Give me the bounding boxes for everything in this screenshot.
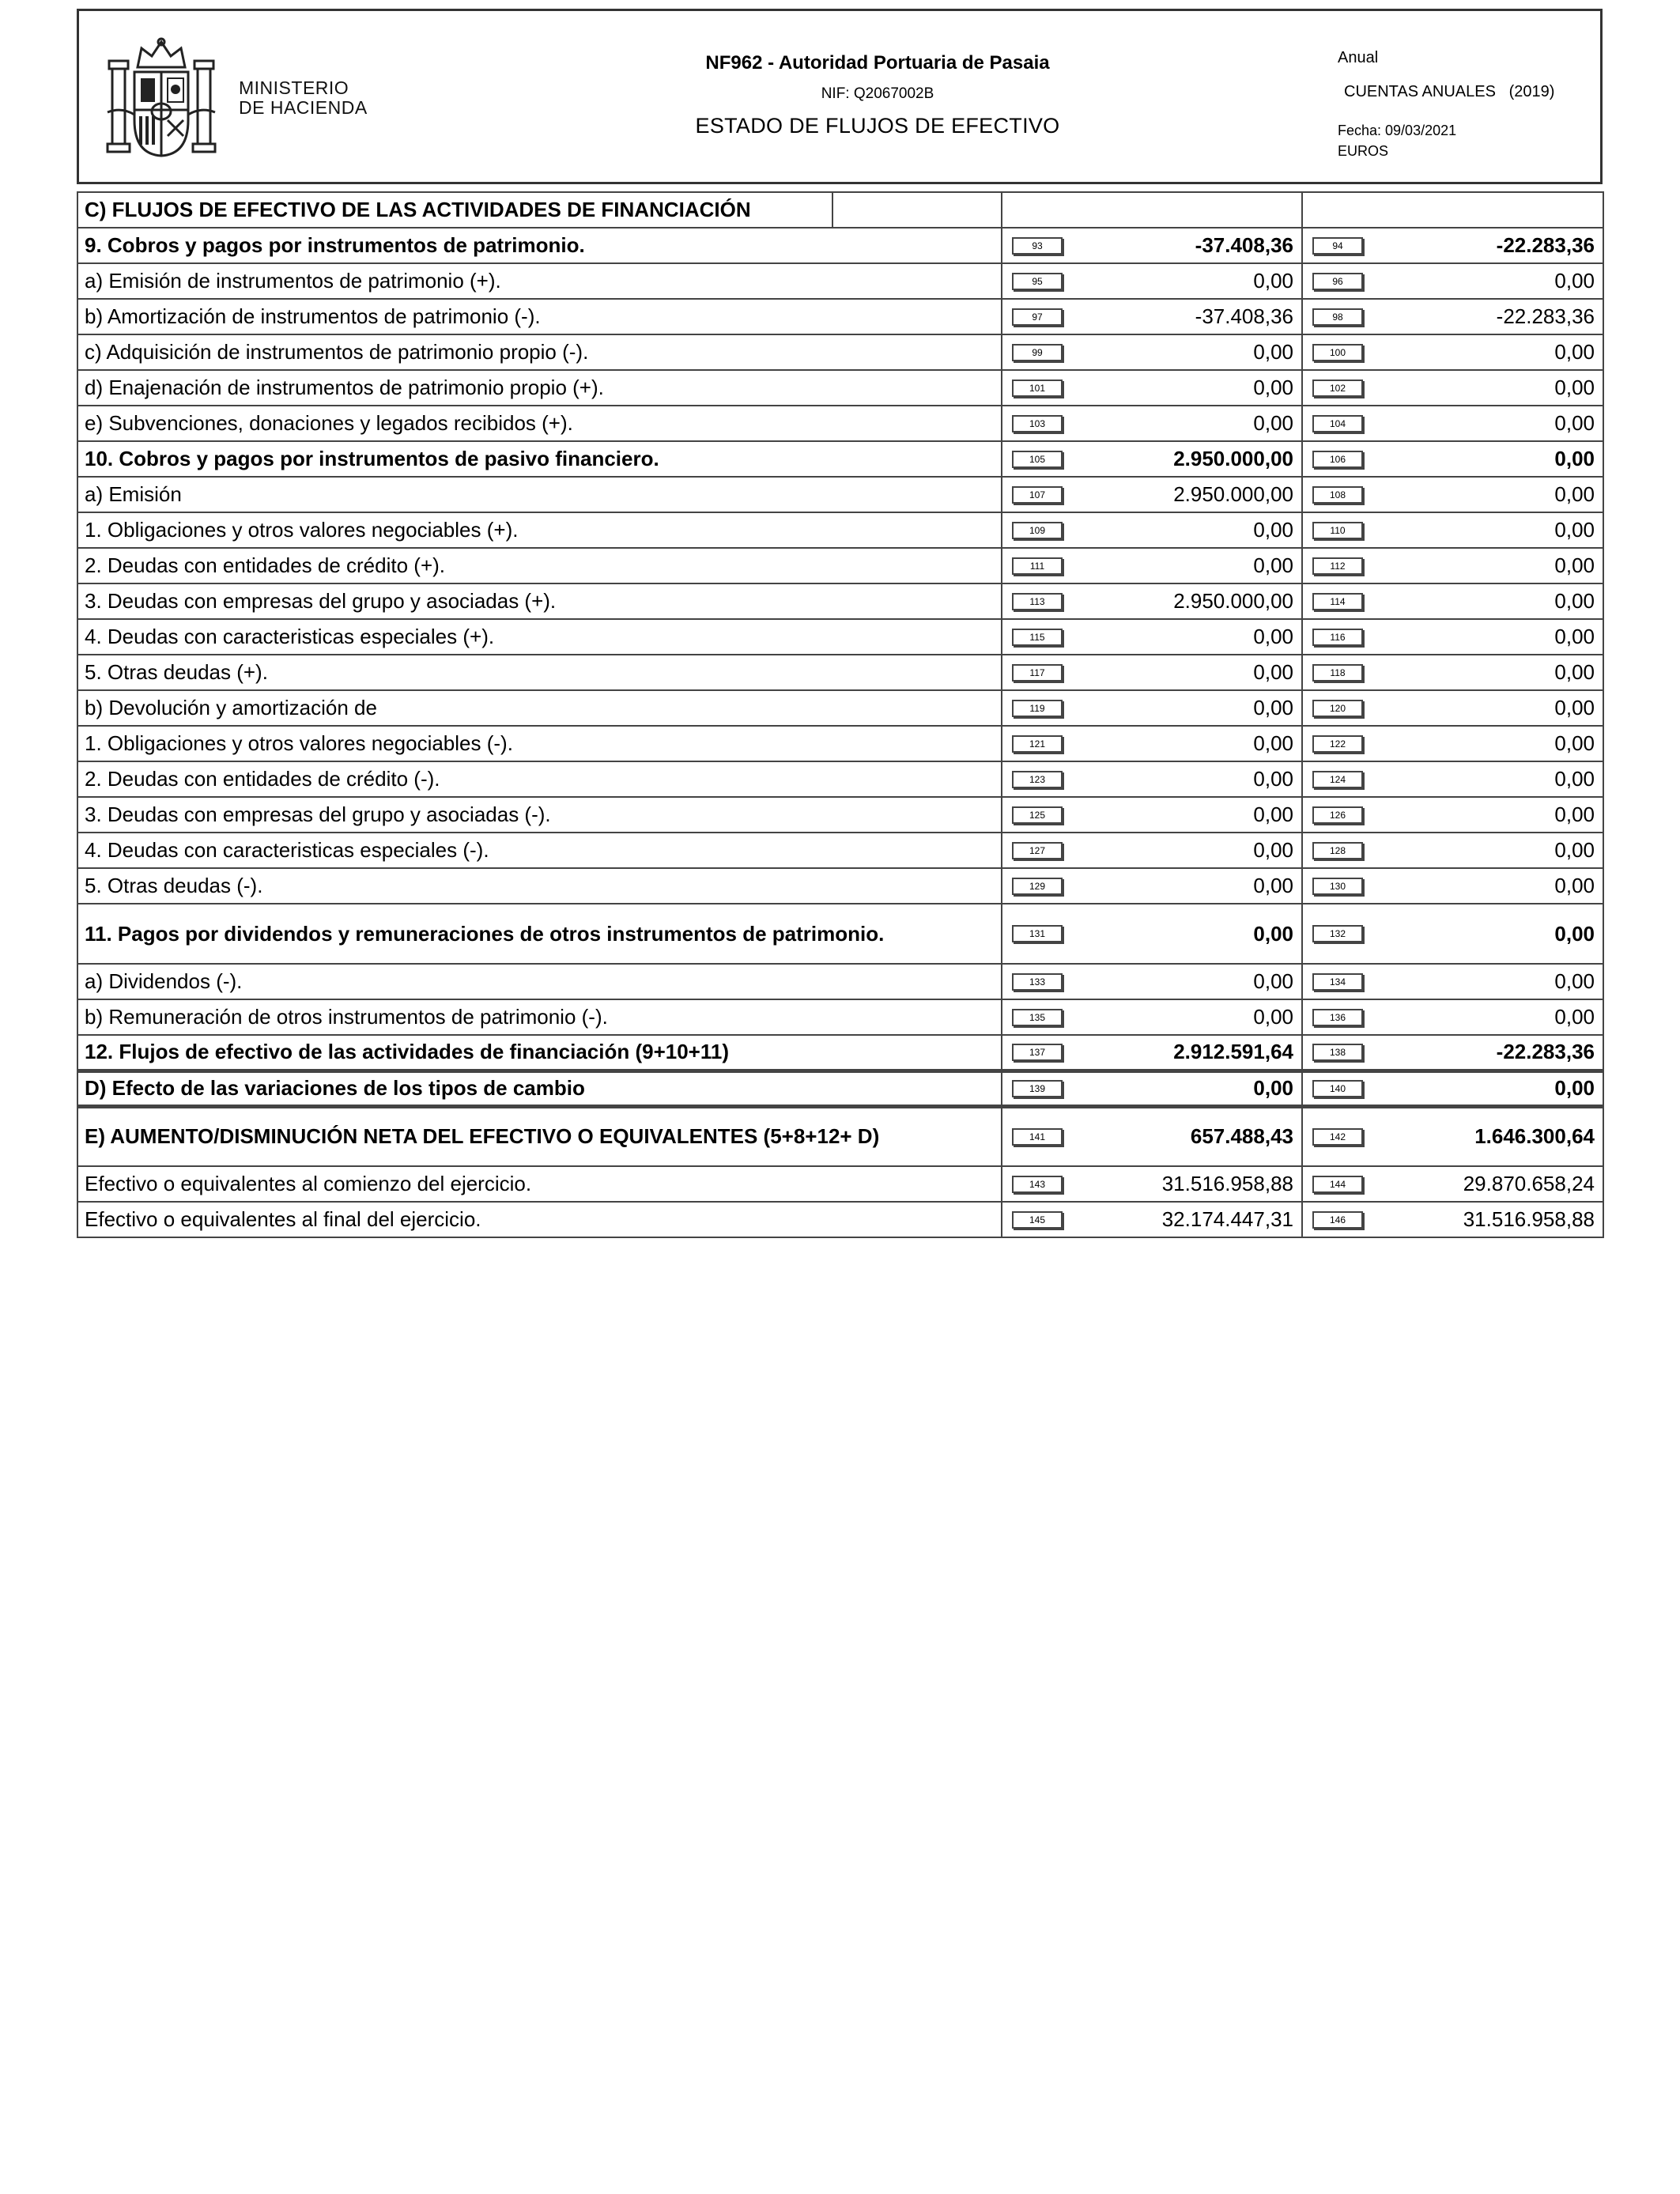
amount: 31.516.958,88 (1161, 1172, 1293, 1195)
row-label: b) Devolución y amortización de (77, 690, 1002, 726)
amount: 0,00 (1554, 553, 1595, 577)
entity-nif: NIF: Q2067002B (821, 85, 934, 102)
table-row (77, 999, 1603, 1035)
row-label: a) Emisión de instrumentos de patrimonio (+). (77, 263, 1002, 299)
box-code: 101 (1012, 380, 1063, 397)
table-row (77, 868, 1603, 904)
amount: 0,00 (1554, 874, 1595, 897)
value-previous-year (1302, 690, 1603, 726)
value-current-year (1002, 833, 1302, 868)
box-code: 95 (1012, 273, 1063, 290)
box-code: 111 (1012, 557, 1063, 575)
amount: 0,00 (1253, 553, 1293, 577)
amount: 0,00 (1554, 518, 1595, 542)
table-row (77, 406, 1603, 441)
value-previous-year (1302, 1202, 1603, 1237)
value-previous-year (1302, 761, 1603, 797)
table-row (77, 477, 1603, 512)
value-current-year (1002, 797, 1302, 833)
amount: 0,00 (1253, 660, 1293, 684)
amount: 657.488,43 (1190, 1124, 1293, 1149)
box-code: 103 (1012, 415, 1063, 432)
box-code: 104 (1312, 415, 1363, 432)
value-previous-year (1302, 726, 1603, 761)
table-row (77, 1035, 1603, 1071)
amount: 0,00 (1554, 1076, 1595, 1100)
section-header-row (77, 192, 1603, 228)
value-previous-year (1302, 477, 1603, 512)
table-row (77, 761, 1603, 797)
accounts-label: CUENTAS ANUALES (2019) (1344, 83, 1555, 100)
box-code: 107 (1012, 486, 1063, 504)
amount: 0,00 (1253, 376, 1293, 399)
value-previous-year (1302, 406, 1603, 441)
box-code: 94 (1312, 237, 1363, 255)
box-code: 132 (1312, 925, 1363, 942)
amount: 0,00 (1253, 1005, 1293, 1029)
amount: 2.950.000,00 (1173, 589, 1293, 613)
header-meta (1338, 49, 1554, 161)
box-code: 98 (1312, 308, 1363, 326)
value-current-year (1002, 1035, 1302, 1071)
row-label: 1. Obligaciones y otros valores negociables (-). (77, 726, 1002, 761)
row-label: 5. Otras deudas (+). (77, 655, 1002, 690)
table-row (77, 726, 1603, 761)
box-code: 138 (1312, 1044, 1363, 1061)
row-label: 12. Flujos de efectivo de las actividades de financiación (9+10+11) (77, 1035, 1002, 1071)
section-title: C) FLUJOS DE EFECTIVO DE LAS ACTIVIDADES DE FINANCIACIÓN (77, 192, 832, 228)
box-code: 97 (1012, 308, 1063, 326)
amount: 0,00 (1253, 838, 1293, 862)
value-previous-year (1302, 583, 1603, 619)
value-previous-year (1302, 797, 1603, 833)
value-previous-year (1302, 619, 1603, 655)
box-code: 126 (1312, 806, 1363, 824)
value-current-year (1002, 583, 1302, 619)
amount: 0,00 (1253, 969, 1293, 993)
row-label: 4. Deudas con caracteristicas especiales (+). (77, 619, 1002, 655)
box-code: 119 (1012, 700, 1063, 717)
amount: 1.646.300,64 (1474, 1124, 1595, 1149)
row-label: 4. Deudas con caracteristicas especiales (-). (77, 833, 1002, 868)
amount: 2.950.000,00 (1173, 482, 1293, 506)
box-code: 134 (1312, 973, 1363, 991)
box-code: 116 (1312, 629, 1363, 646)
box-code: 113 (1012, 593, 1063, 610)
row-label: b) Amortización de instrumentos de patrimonio (-). (77, 299, 1002, 334)
box-code: 96 (1312, 273, 1363, 290)
amount: -22.283,36 (1496, 1040, 1595, 1064)
box-code: 108 (1312, 486, 1363, 504)
row-label: 9. Cobros y pagos por instrumentos de patrimonio. (77, 228, 1002, 263)
value-previous-year (1302, 299, 1603, 334)
row-label: 2. Deudas con entidades de crédito (-). (77, 761, 1002, 797)
amount: 0,00 (1554, 660, 1595, 684)
box-code: 110 (1312, 522, 1363, 539)
value-previous-year (1302, 1035, 1603, 1071)
value-current-year (1002, 655, 1302, 690)
box-code: 115 (1012, 629, 1063, 646)
amount: 0,00 (1554, 625, 1595, 648)
amount: 0,00 (1554, 411, 1595, 435)
amount: 2.950.000,00 (1173, 447, 1293, 470)
box-code: 133 (1012, 973, 1063, 991)
row-label: Efectivo o equivalentes al final del ejercicio. (77, 1202, 1002, 1237)
table-row (77, 1071, 1603, 1106)
value-previous-year (1302, 548, 1603, 583)
value-previous-year (1302, 999, 1603, 1035)
value-previous-year (1302, 964, 1603, 999)
box-code: 109 (1012, 522, 1063, 539)
row-label: E) AUMENTO/DISMINUCIÓN NETA DEL EFECTIVO O EQUIVALENTES (5+8+12+ D) (77, 1106, 1002, 1166)
box-code: 124 (1312, 771, 1363, 788)
amount: 0,00 (1554, 340, 1595, 364)
box-code: 120 (1312, 700, 1363, 717)
amount: 0,00 (1253, 731, 1293, 755)
value-current-year (1002, 1166, 1302, 1202)
table-row (77, 619, 1603, 655)
value-current-year (1002, 334, 1302, 370)
table-row (77, 334, 1603, 370)
value-previous-year (1302, 833, 1603, 868)
table-row (77, 690, 1603, 726)
coat-of-arms-icon (106, 37, 217, 160)
value-previous-year (1302, 868, 1603, 904)
document-header (77, 9, 1603, 184)
value-current-year (1002, 999, 1302, 1035)
amount: 0,00 (1554, 838, 1595, 862)
row-label: a) Dividendos (-). (77, 964, 1002, 999)
box-code: 122 (1312, 735, 1363, 753)
box-code: 102 (1312, 380, 1363, 397)
value-current-year (1002, 964, 1302, 999)
amount: 0,00 (1554, 921, 1595, 946)
box-code: 117 (1012, 664, 1063, 682)
empty-cell (1002, 192, 1302, 228)
amount: 0,00 (1253, 411, 1293, 435)
box-code: 144 (1312, 1176, 1363, 1193)
amount: 0,00 (1554, 802, 1595, 826)
table-row (77, 512, 1603, 548)
box-code: 125 (1012, 806, 1063, 824)
row-label: 1. Obligaciones y otros valores negociables (+). (77, 512, 1002, 548)
value-previous-year (1302, 1166, 1603, 1202)
row-label: Efectivo o equivalentes al comienzo del ejercicio. (77, 1166, 1002, 1202)
value-current-year (1002, 1202, 1302, 1237)
amount: 0,00 (1554, 969, 1595, 993)
amount: 0,00 (1554, 447, 1595, 470)
amount: 0,00 (1554, 589, 1595, 613)
amount: -22.283,36 (1496, 304, 1595, 328)
value-previous-year (1302, 904, 1603, 964)
table-row (77, 228, 1603, 263)
amount: 29.870.658,24 (1463, 1172, 1595, 1195)
value-previous-year (1302, 228, 1603, 263)
table-row (77, 441, 1603, 477)
value-previous-year (1302, 263, 1603, 299)
box-code: 140 (1312, 1080, 1363, 1097)
row-label: 2. Deudas con entidades de crédito (+). (77, 548, 1002, 583)
date-label: Fecha: 09/03/2021 (1338, 123, 1457, 138)
value-previous-year (1302, 370, 1603, 406)
currency-label: EUROS (1338, 143, 1389, 159)
table-row (77, 299, 1603, 334)
value-current-year (1002, 228, 1302, 263)
box-code: 128 (1312, 842, 1363, 859)
statement-title: ESTADO DE FLUJOS DE EFECTIVO (695, 114, 1060, 138)
table-row (77, 833, 1603, 868)
value-previous-year (1302, 655, 1603, 690)
amount: 0,00 (1554, 767, 1595, 791)
box-code: 114 (1312, 593, 1363, 610)
amount: 0,00 (1253, 802, 1293, 826)
value-current-year (1002, 477, 1302, 512)
value-current-year (1002, 726, 1302, 761)
value-current-year (1002, 1106, 1302, 1166)
row-label: a) Emisión (77, 477, 1002, 512)
table-row (77, 1202, 1603, 1237)
box-code: 121 (1012, 735, 1063, 753)
value-current-year (1002, 1071, 1302, 1106)
cash-flow-table (77, 191, 1604, 1238)
row-label: 3. Deudas con empresas del grupo y asociadas (-). (77, 797, 1002, 833)
value-current-year (1002, 299, 1302, 334)
box-code: 131 (1012, 925, 1063, 942)
amount: 0,00 (1253, 696, 1293, 719)
value-previous-year (1302, 1071, 1603, 1106)
box-code: 99 (1012, 344, 1063, 361)
table-row (77, 655, 1603, 690)
value-current-year (1002, 904, 1302, 964)
row-label: c) Adquisición de instrumentos de patrimonio propio (-). (77, 334, 1002, 370)
box-code: 93 (1012, 237, 1063, 255)
value-current-year (1002, 370, 1302, 406)
amount: 0,00 (1554, 269, 1595, 293)
table-row (77, 797, 1603, 833)
row-label: 5. Otras deudas (-). (77, 868, 1002, 904)
row-label: d) Enajenación de instrumentos de patrimonio propio (+). (77, 370, 1002, 406)
amount: 32.174.447,31 (1161, 1207, 1293, 1231)
box-code: 143 (1012, 1176, 1063, 1193)
table-row (77, 964, 1603, 999)
box-code: 141 (1012, 1128, 1063, 1146)
value-previous-year (1302, 1106, 1603, 1166)
value-current-year (1002, 263, 1302, 299)
row-label: 3. Deudas con empresas del grupo y asociadas (+). (77, 583, 1002, 619)
table-row (77, 1166, 1603, 1202)
row-label: 11. Pagos por dividendos y remuneraciones de otros instrumentos de patrimonio. (77, 904, 1002, 964)
header-center (553, 52, 1202, 138)
table-row (77, 1106, 1603, 1166)
empty-cell (1302, 192, 1603, 228)
box-code: 100 (1312, 344, 1363, 361)
box-code: 123 (1012, 771, 1063, 788)
amount: 0,00 (1253, 1076, 1293, 1100)
table-row (77, 263, 1603, 299)
amount: 31.516.958,88 (1463, 1207, 1595, 1231)
value-current-year (1002, 619, 1302, 655)
entity-title: NF962 - Autoridad Portuaria de Pasaia (705, 52, 1050, 74)
value-current-year (1002, 690, 1302, 726)
value-previous-year (1302, 441, 1603, 477)
value-previous-year (1302, 334, 1603, 370)
amount: 0,00 (1253, 767, 1293, 791)
table-row (77, 904, 1603, 964)
table-row (77, 548, 1603, 583)
row-label: D) Efecto de las variaciones de los tipos de cambio (77, 1071, 1002, 1106)
box-code: 139 (1012, 1080, 1063, 1097)
amount: -37.408,36 (1195, 233, 1293, 257)
row-label: 10. Cobros y pagos por instrumentos de pasivo financiero. (77, 441, 1002, 477)
amount: 2.912.591,64 (1173, 1040, 1293, 1064)
amount: 0,00 (1554, 376, 1595, 399)
value-current-year (1002, 406, 1302, 441)
box-code: 129 (1012, 878, 1063, 895)
box-code: 105 (1012, 451, 1063, 468)
box-code: 145 (1012, 1211, 1063, 1229)
period-label: Anual (1338, 49, 1379, 66)
empty-cell (832, 192, 1002, 228)
amount: 0,00 (1554, 482, 1595, 506)
box-code: 112 (1312, 557, 1363, 575)
amount: 0,00 (1253, 340, 1293, 364)
ministry-line-1: MINISTERIO (239, 77, 349, 98)
amount: 0,00 (1554, 731, 1595, 755)
ministry-name (239, 78, 368, 118)
box-code: 130 (1312, 878, 1363, 895)
table-row (77, 583, 1603, 619)
amount: 0,00 (1253, 625, 1293, 648)
value-previous-year (1302, 512, 1603, 548)
amount: 0,00 (1253, 874, 1293, 897)
box-code: 146 (1312, 1211, 1363, 1229)
amount: 0,00 (1253, 518, 1293, 542)
box-code: 106 (1312, 451, 1363, 468)
value-current-year (1002, 512, 1302, 548)
box-code: 136 (1312, 1009, 1363, 1026)
box-code: 118 (1312, 664, 1363, 682)
table-row (77, 370, 1603, 406)
amount: -37.408,36 (1195, 304, 1293, 328)
amount: -22.283,36 (1496, 233, 1595, 257)
value-current-year (1002, 868, 1302, 904)
amount: 0,00 (1554, 696, 1595, 719)
box-code: 142 (1312, 1128, 1363, 1146)
value-current-year (1002, 441, 1302, 477)
box-code: 137 (1012, 1044, 1063, 1061)
value-current-year (1002, 761, 1302, 797)
amount: 0,00 (1253, 921, 1293, 946)
box-code: 135 (1012, 1009, 1063, 1026)
amount: 0,00 (1253, 269, 1293, 293)
box-code: 127 (1012, 842, 1063, 859)
row-label: e) Subvenciones, donaciones y legados recibidos (+). (77, 406, 1002, 441)
value-current-year (1002, 548, 1302, 583)
ministry-line-2: DE HACIENDA (239, 97, 368, 118)
amount: 0,00 (1554, 1005, 1595, 1029)
row-label: b) Remuneración de otros instrumentos de patrimonio (-). (77, 999, 1002, 1035)
